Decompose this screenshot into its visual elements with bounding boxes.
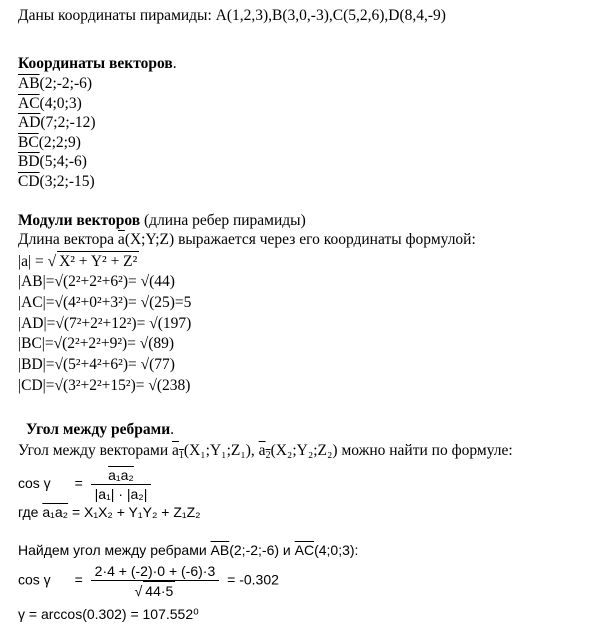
- vector-item: [18, 113, 96, 132]
- cos-fraction-numerator: a₁a₂: [91, 466, 152, 485]
- vector-coords: (7;2;-12): [40, 114, 96, 131]
- modules-intro: [18, 230, 476, 249]
- vector-name: $\overline{BC}$: [18, 133, 39, 151]
- length-formula-eq: = √: [31, 253, 57, 270]
- dot-product-formula: = X₁X₂ + Y₁Y₂ + Z₁Z₂: [68, 504, 201, 520]
- calc-result: = -0.302: [227, 571, 279, 588]
- problem-statement: Даны координаты пирамиды: A(1,2,3),B(3,0,-3),C(5,2,6),D(8,4,-9): [18, 7, 446, 24]
- calc-cos-label: cos γ: [18, 571, 51, 588]
- vector-a2: $a_2$: [258, 442, 271, 461]
- vector-coords: (2;2;9): [38, 133, 81, 151]
- find-and: и: [279, 542, 295, 558]
- angle-heading: [26, 420, 174, 439]
- angle-intro-text-end: можно найти по формуле:: [337, 442, 513, 459]
- calc-eq: =: [74, 571, 83, 588]
- vector-a-symbol: $\overline{a}$: [117, 231, 125, 248]
- cos-eq: =: [74, 475, 83, 492]
- module-item: |BC|=√(2²+2²+9²)= √(89): [18, 335, 175, 353]
- modules-intro-text: Длина вектора: [18, 231, 118, 248]
- find-vector-ab-coords: (2;-2;-6): [229, 542, 280, 558]
- vector-name: $\overline{AC}$: [18, 94, 40, 112]
- angle-intro: [18, 441, 513, 465]
- modules-intro-text-end: выражается через его координаты формулой:: [174, 231, 476, 248]
- dot-product-symbol: a₁a₂: [42, 504, 69, 520]
- dot-product-definition: [18, 503, 201, 522]
- final-angle: γ = arccos(0.302) = 107.552⁰: [18, 606, 199, 622]
- vector-a-args: (X;Y;Z): [124, 231, 175, 248]
- vector-item: [18, 133, 81, 152]
- cos-formula: [18, 466, 155, 503]
- calc-fraction: [91, 562, 220, 600]
- vector-name: $\overline{BD}$: [18, 153, 40, 170]
- angle-title-dot: .: [170, 421, 174, 438]
- vector-coords: (5;4;-6): [39, 153, 87, 170]
- cos-fraction: [91, 466, 152, 503]
- vectors-title: Координаты векторов: [18, 55, 173, 72]
- module-item: |AC|=√(4²+0²+3²)= √(25)=5: [18, 293, 192, 311]
- angle-title: Угол между ребрами: [26, 421, 171, 438]
- calc-denominator: √ 44·5: [134, 583, 174, 599]
- vector-name: $\overline{AB}$: [18, 75, 40, 92]
- modules-heading: [18, 211, 306, 230]
- find-angle-statement: [18, 541, 358, 560]
- cos-fraction-denominator: |a₁| · |a₂|: [94, 486, 148, 502]
- vector-item: [18, 172, 95, 191]
- vector-item: [18, 74, 92, 93]
- modules-title-note: (длина ребер пирамиды): [140, 212, 306, 229]
- vector-coords: (4;0;3): [39, 94, 82, 112]
- length-formula: [18, 251, 139, 271]
- vector-name: $\overline{CD}$: [18, 172, 40, 190]
- vector-item: [18, 152, 87, 171]
- find-text: Найдем угол между ребрами: [18, 542, 211, 558]
- cos-label: cos γ: [18, 475, 51, 492]
- vector-name: $\overline{AD}$: [18, 114, 41, 131]
- vector-coords: (3;2;-15): [39, 172, 95, 190]
- cos-calculation: [18, 562, 279, 600]
- length-formula-left: |a|: [18, 253, 32, 270]
- module-item: |BD|=√(5²+4²+6²)= √(77): [18, 356, 175, 374]
- vectors-title-dot: .: [172, 55, 177, 72]
- module-item: |AD|=√(7²+2²+12²)= √(197): [18, 314, 192, 332]
- vector-a1-args: (X₁;Y₁;Z₁),: [183, 442, 259, 459]
- find-vector-ab: $\overline{AB}$: [210, 542, 230, 558]
- vectors-heading: [18, 54, 177, 73]
- find-vector-ac: $\overline{AC}$: [294, 542, 315, 558]
- modules-title: Модули векторов: [18, 212, 141, 229]
- module-item: |CD|=√(3²+2²+15²)= √(238): [18, 377, 191, 394]
- length-formula-body: X² + Y² + Z²: [59, 253, 138, 270]
- calc-numerator: 2·4 + (-2)·0 + (-6)·3: [91, 562, 220, 581]
- module-item: |AB|=√(2²+2²+6²)= √(44): [18, 273, 175, 290]
- angle-intro-text: Угол между векторами: [18, 442, 173, 459]
- where-text: где: [18, 504, 43, 520]
- find-vector-ac-coords: (4;0;3):: [314, 542, 359, 558]
- vector-coords: (2;-2;-6): [39, 75, 93, 92]
- vector-item: [18, 94, 82, 113]
- vector-a2-args: (X₂;Y₂;Z₂): [270, 442, 338, 459]
- vector-a1: $a_1$: [172, 442, 184, 461]
